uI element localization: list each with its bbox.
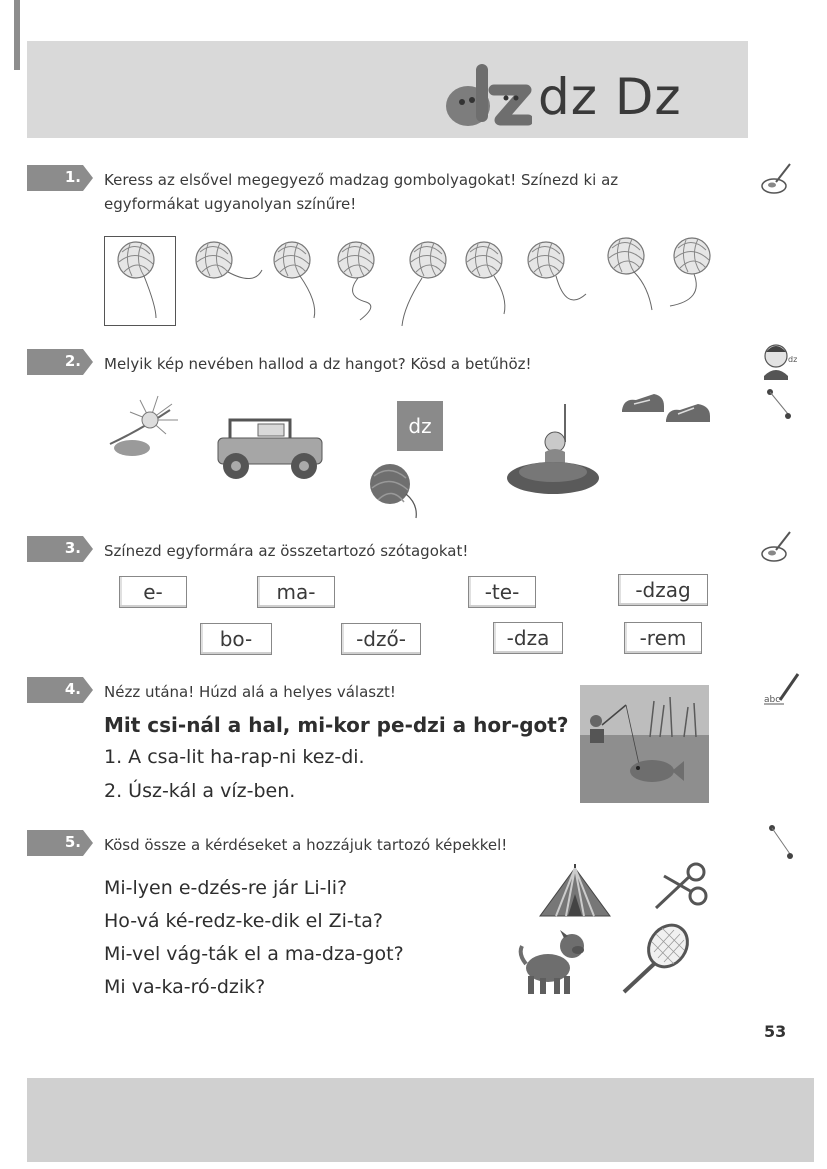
syllable-box[interactable]: -rem [624,622,702,654]
exercise-number: 5. [64,833,81,851]
syllable-box[interactable]: ma- [257,576,335,608]
question-item[interactable]: Mi-lyen e-dzés-re jár Li-li? [104,877,348,899]
fishing-picture [580,685,709,803]
yarn-ball[interactable] [196,242,262,279]
page-edge-mark [14,0,20,70]
dog-picture[interactable] [518,928,592,998]
answer-option[interactable]: 2. Úsz-kál a víz-ben. [104,780,296,802]
question-item[interactable]: Mi-vel vág-ták el a ma-dza-got? [104,943,404,965]
bumper-car-picture[interactable] [505,402,605,498]
answer-option[interactable]: 1. A csa-lit ha-rap-ni kez-di. [104,746,365,768]
syllable-box[interactable]: -dzag [618,574,708,606]
yarn-ball[interactable] [466,242,505,314]
paint-brush-icon [760,160,800,200]
svg-text:dz: dz [788,355,798,364]
tennis-racket-picture[interactable] [618,922,694,996]
listening-child-icon [760,342,802,426]
exercise-number-badge [27,165,93,191]
yarn-ball-picture[interactable] [368,460,426,520]
yarn-ball[interactable] [608,238,652,310]
dz-letter-card[interactable]: dz [397,401,443,451]
exercise-number-badge [27,536,93,562]
exercise-instruction [104,539,468,563]
syllable-box[interactable]: -te- [468,576,536,608]
pencil-underline-icon [762,668,802,712]
exercise-number: 2. [64,352,81,370]
tent-picture[interactable] [536,864,614,920]
question-item[interactable]: Mi va-ka-ró-dzik? [104,976,266,998]
footer-band [27,1078,814,1162]
yarn-ball[interactable] [118,242,156,318]
question-text: Mit csi-nál a hal, mi-kor pe-dzi a hor-got? [104,713,569,737]
yarn-ball[interactable] [670,238,710,306]
question-item[interactable]: Ho-vá ké-redz-ke-dik el Zi-ta? [104,910,383,932]
dandelion-picture[interactable] [100,390,190,462]
exercise-instruction [104,168,618,216]
sneakers-picture[interactable] [620,388,712,428]
yarn-ball[interactable] [402,242,446,326]
exercise-instruction [104,833,507,857]
yarn-ball[interactable] [338,242,374,320]
instruction-line: Kösd össze a kérdéseket a hozzájuk tartozó képekkel! [104,836,508,854]
instruction-line: Melyik kép nevében hallod a dz hangot? Kösd a betűhöz! [104,355,532,373]
instruction-line: Nézz utána! Húzd alá a helyes választ! [104,683,396,701]
connect-dots-icon [764,820,798,868]
paint-brush-icon [760,528,800,568]
instruction-line: Színezd egyformára az összetartozó szótagokat! [104,542,469,560]
syllable-box[interactable]: -dző- [341,623,421,655]
exercise-number-badge [27,349,93,375]
exercise-instruction [104,680,396,704]
syllable-box[interactable]: bo- [200,623,272,655]
jeep-picture[interactable] [210,412,328,482]
dz-logo-icon [440,58,532,138]
yarn-balls-row[interactable] [104,236,724,332]
exercise-number: 3. [64,539,81,557]
yarn-ball[interactable] [528,242,586,300]
svg-text:abc: abc [764,695,781,705]
exercise-number-badge [27,830,93,856]
exercise-instruction [104,352,532,376]
syllable-box[interactable]: e- [119,576,187,608]
exercise-number: 4. [64,680,81,698]
instruction-line: Keress az elsővel megegyező madzag gombolyagokat! Színezd ki az [104,171,619,189]
exercise-number: 1. [64,168,81,186]
syllable-box[interactable]: -dza [493,622,563,654]
exercise-number-badge [27,677,93,703]
scissors-picture[interactable] [650,862,710,914]
page-number: 53 [764,1022,787,1041]
yarn-ball[interactable] [274,242,315,318]
page-title: dz Dz [538,68,682,126]
instruction-line: egyformákat ugyanolyan színűre! [104,195,357,213]
